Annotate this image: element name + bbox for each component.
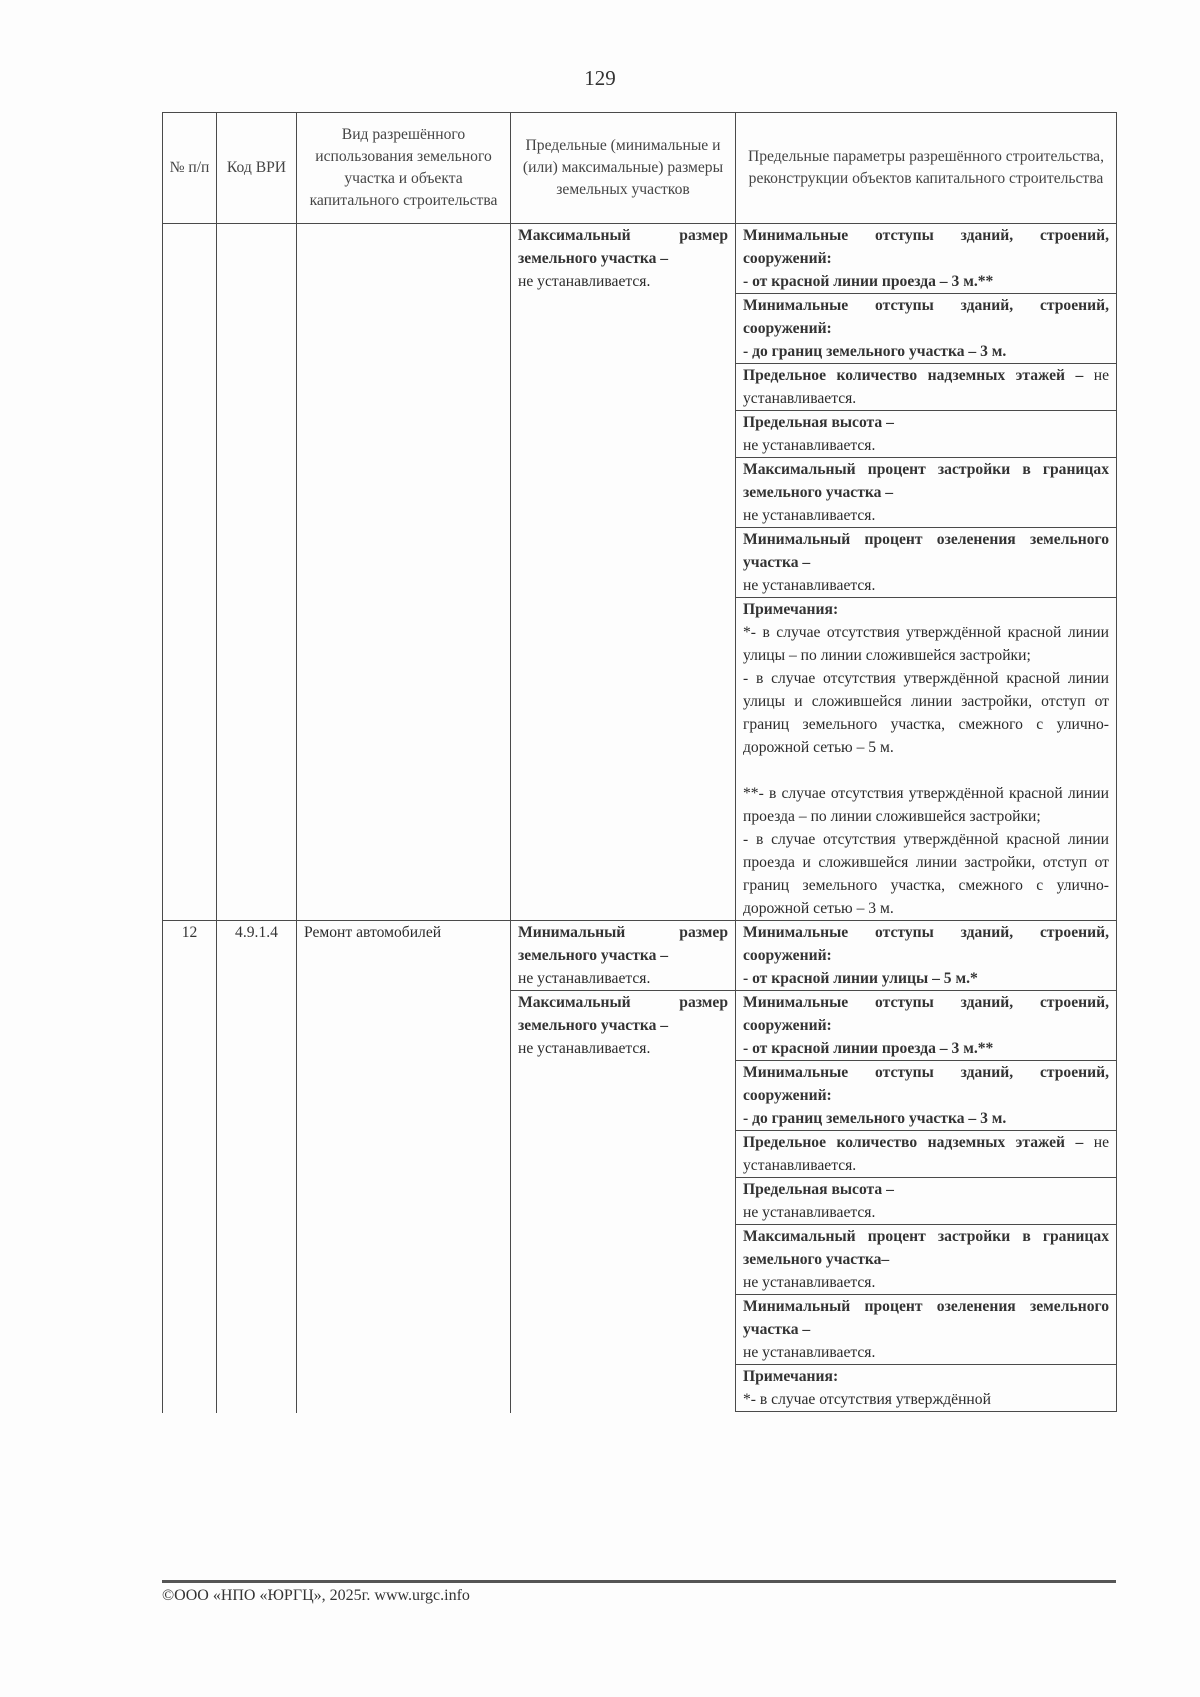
note-text: *- в случае отсутствия утверждённой	[743, 1391, 991, 1408]
param-title: Минимальные отступы зданий, строений, сооружений:	[743, 924, 1109, 964]
table-header-row	[163, 113, 1117, 224]
notes-cell	[736, 598, 1117, 921]
param-value: не устанавливается.	[743, 367, 1109, 407]
header-code: Код ВРИ	[217, 113, 297, 224]
param-value: не устанавливается.	[743, 1134, 1109, 1174]
param-value: не устанавливается.	[743, 437, 876, 454]
param-cell	[736, 458, 1117, 528]
max-size-title: Максимальный размер земельного участка –	[518, 227, 728, 267]
param-value: - до границ земельного участка – 3 м.	[743, 1110, 1007, 1127]
param-cell	[736, 1295, 1117, 1365]
note-text: - в случае отсутствия утверждённой красной линии улицы и сложившейся линии застройки, отступ от границ земельного участка, смежного с улично-дорожной сетью – 5 м.	[743, 670, 1109, 756]
param-cell	[736, 224, 1117, 294]
note-text: - в случае отсутствия утверждённой красной линии проезда и сложившейся линии застройки, отступ от границ земельного участка, смежного с улично-дорожной сетью – 3 м.	[743, 831, 1109, 917]
param-title: Максимальный процент застройки в границах земельного участка–	[743, 1228, 1109, 1268]
note-text: **- в случае отсутствия утверждённой красной линии проезда – по линии сложившейся застройки;	[743, 785, 1109, 825]
param-value: - от красной линии проезда – 3 м.**	[743, 1040, 994, 1057]
param-title: Предельная высота –	[743, 414, 894, 431]
header-num: № п/п	[163, 113, 217, 224]
footer-divider	[162, 1580, 1116, 1583]
param-value: не устанавливается.	[743, 1344, 876, 1361]
param-title: Минимальные отступы зданий, строений, сооружений:	[743, 227, 1109, 267]
param-value: - до границ земельного участка – 3 м.	[743, 343, 1007, 360]
param-value: не устанавливается.	[743, 1204, 876, 1221]
param-title: Минимальные отступы зданий, строений, сооружений:	[743, 994, 1109, 1034]
max-size-title: Максимальный размер земельного участка –	[518, 994, 728, 1034]
param-cell	[736, 921, 1117, 991]
param-cell	[736, 1131, 1117, 1178]
cont-code-cell	[217, 224, 297, 921]
param-title: Предельное количество надземных этажей –	[743, 1134, 1084, 1151]
param-title: Минимальные отступы зданий, строений, сооружений:	[743, 1064, 1109, 1104]
cont-size-cell	[511, 224, 736, 921]
param-title: Предельная высота –	[743, 1181, 894, 1198]
min-size-title: Минимальный размер земельного участка –	[518, 924, 728, 964]
cont-usage-cell	[297, 224, 511, 921]
param-title: Минимальный процент озеленения земельного участка –	[743, 531, 1109, 571]
notes-title: Примечания:	[743, 1368, 839, 1385]
min-size-value: не устанавливается.	[518, 970, 651, 987]
header-size: Предельные (минимальные и (или) максимальные) размеры земельных участков	[511, 113, 736, 224]
param-cell	[736, 1178, 1117, 1225]
table-end	[736, 1412, 1117, 1413]
param-cell	[736, 364, 1117, 411]
row-number: 12	[163, 921, 217, 1413]
table-row	[163, 921, 1117, 991]
header-usage: Вид разрешённого использования земельного участка и объекта капитального строительства	[297, 113, 511, 224]
notes-cell	[736, 1365, 1117, 1412]
param-value: - от красной линии улицы – 5 м.*	[743, 970, 978, 987]
param-title: Предельное количество надземных этажей –	[743, 367, 1084, 384]
notes-title: Примечания:	[743, 601, 839, 618]
param-cell	[736, 1225, 1117, 1295]
param-value: не устанавливается.	[743, 507, 876, 524]
param-cell	[736, 1061, 1117, 1131]
cont-num-cell	[163, 224, 217, 921]
param-cell	[736, 528, 1117, 598]
max-size-cell	[511, 991, 736, 1413]
param-title: Минимальные отступы зданий, строений, сооружений:	[743, 297, 1109, 337]
param-title: Максимальный процент застройки в границах земельного участка –	[743, 461, 1109, 501]
param-value: - от красной линии проезда – 3 м.**	[743, 273, 994, 290]
max-size-value: не устанавливается.	[518, 273, 651, 290]
param-value: не устанавливается.	[743, 1274, 876, 1291]
param-title: Минимальный процент озеленения земельного участка –	[743, 1298, 1109, 1338]
vri-code: 4.9.1.4	[217, 921, 297, 1413]
param-cell	[736, 294, 1117, 364]
max-size-value: не устанавливается.	[518, 1040, 651, 1057]
param-value: не устанавливается.	[743, 577, 876, 594]
param-cell	[736, 991, 1117, 1061]
table-row	[163, 224, 1117, 294]
footer-copyright: ©ООО «НПО «ЮРГЦ», 2025г. www.urgc.info	[162, 1587, 470, 1604]
header-params: Предельные параметры разрешённого строительства, реконструкции объектов капитального строительства	[736, 113, 1117, 224]
note-text: *- в случае отсутствия утверждённой красной линии улицы – по линии сложившейся застройки;	[743, 624, 1109, 664]
min-size-cell	[511, 921, 736, 991]
usage-name: Ремонт автомобилей	[297, 921, 511, 1413]
regulations-table	[162, 112, 1117, 1412]
page-number: 129	[584, 66, 616, 90]
param-cell	[736, 411, 1117, 458]
